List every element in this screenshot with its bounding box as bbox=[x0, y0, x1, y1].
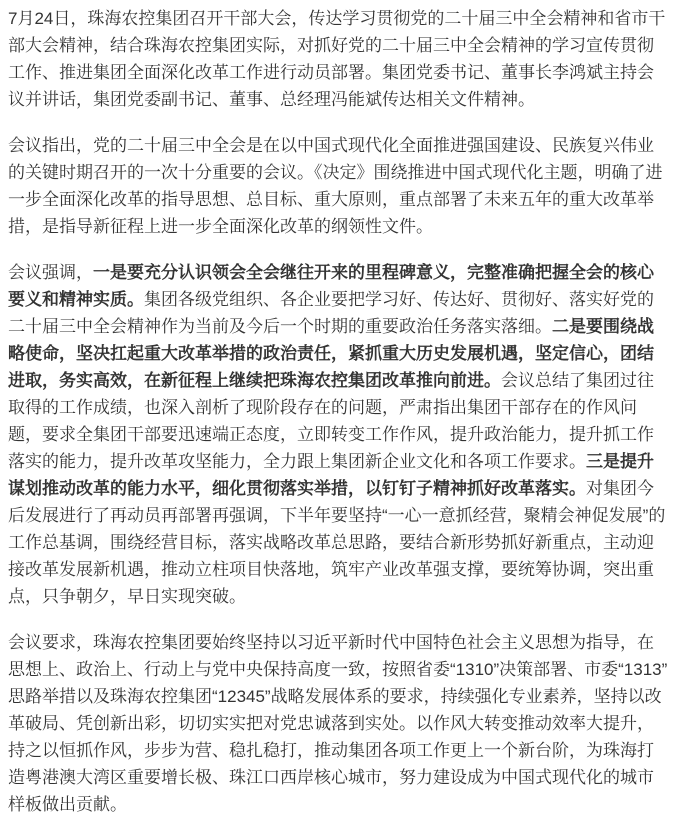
text-run-bold: 一是要充分认识领会全会继往开来的里程碑意义，完整准确把握全会的核心要义和精神实质。 bbox=[8, 263, 654, 309]
text-run: 会议总结了集团过往取得的工作成绩，也深入剖析了现阶段存在的问题，严肃指出集团干部存在的作风问题，要求全集团干部要迅速端正态度，立即转变工作作风，提升政治能力，提升抓工作落实的能力，提升改革攻坚能力，全力跟上集团新企业文化和各项工作要求。 bbox=[8, 371, 654, 471]
text-run-bold: 二是要围绕战略使命，坚决扛起重大改革举措的政治责任，紧抓重大历史发展机遇，坚定信心，团结进取，务实高效，在新征程上继续把珠海农控集团改革推向前进。 bbox=[8, 317, 654, 390]
paragraph bbox=[8, 132, 668, 240]
paragraph bbox=[8, 259, 668, 610]
paragraph bbox=[8, 5, 668, 113]
text-run-bold: 三是提升谋划推动改革的能力水平，细化贯彻落实举措，以钉钉子精神抓好改革落实。 bbox=[8, 452, 654, 498]
text-run: 7月24日，珠海农控集团召开干部大会，传达学习贯彻党的二十届三中全会精神和省市干部大会精神，结合珠海农控集团实际，对抓好党的二十届三中全会精神的学习宣传贯彻工作、推进集团全面深化改革工作进行动员部署。集团党委书记、董事长李鸿斌主持会议并讲话，集团党委副书记、董事、总经理冯能斌传达相关文件精神。 bbox=[8, 9, 666, 109]
text-run: 会议指出，党的二十届三中全会是在以中国式现代化全面推进强国建设、民族复兴伟业的关键时期召开的一次十分重要的会议。《决定》围绕推进中国式现代化主题，明确了进一步全面深化改革的指导思想、总目标、重大原则，重点部署了未来五年的重大改革举措，是指导新征程上进一步全面深化改革的纲领性文件。 bbox=[8, 136, 663, 236]
paragraph bbox=[8, 629, 668, 818]
text-run: 对集团今后发展进行了再动员再部署再强调，下半年要坚持“一心一意抓经营，聚精会神促发展”的工作总基调，围绕经营目标，落实战略改革总思路，要结合新形势抓好新重点，主动迎接改革发展新机遇，推动立柱项目快落地，筑牢产业改革强支撑，要统筹协调，突出重点，只争朝夕，早日实现突破。 bbox=[8, 479, 666, 606]
text-run: 集团各级党组织、各企业要把学习好、传达好、贯彻好、落实好党的二十届三中全会精神作为当前及今后一个时期的重要政治任务落实落细。 bbox=[8, 290, 654, 336]
text-run: 会议要求，珠海农控集团要始终坚持以习近平新时代中国特色社会主义思想为指导，在思想上、政治上、行动上与党中央保持高度一致，按照省委“1310”决策部署、市委“1313”思路举措以及珠海农控集团“12345”战略发展体系的要求，持续强化专业素养，坚持以改革破局、凭创新出彩，切切实实把对党忠诚落到实处。以作风大转变推动效率大提升，持之以恒抓作风，步步为营、稳扎稳打，推动集团各项工作更上一个新台阶，为珠海打造粤港澳大湾区重要增长极、珠江口西岸核心城市，努力建设成为中国式现代化的城市样板做出贡献。 bbox=[8, 633, 668, 814]
text-run: 会议强调， bbox=[8, 263, 93, 282]
